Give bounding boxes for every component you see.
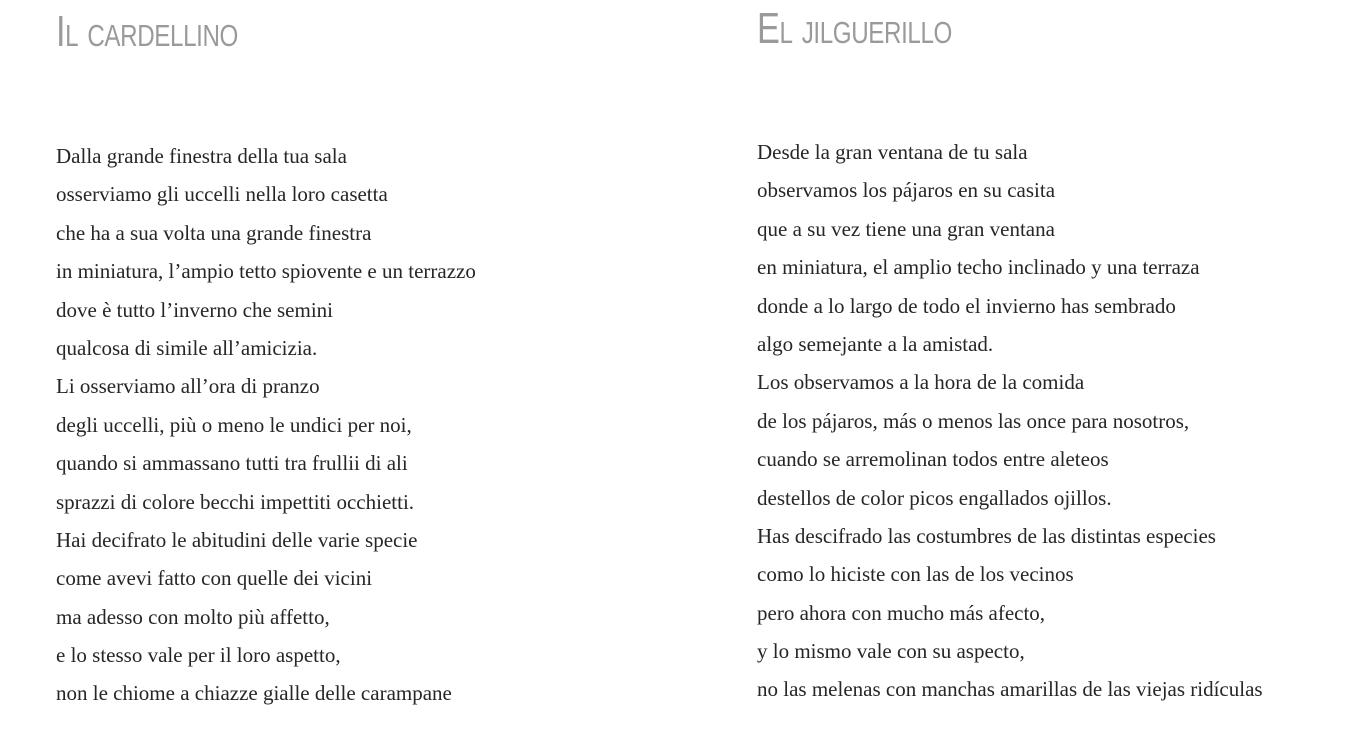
poem-line: Desde la gran ventana de tu sala bbox=[757, 140, 1028, 164]
poem-line: ma adesso con molto più affetto, bbox=[56, 604, 330, 629]
poem-line: in miniatura, l’ampio tetto spiovente e un terrazzo bbox=[56, 259, 476, 284]
poem-line: quando si ammassano tutti tra frullii di ali bbox=[56, 451, 408, 476]
poem-line: donde a lo largo de todo el invierno has sembrado bbox=[757, 293, 1176, 318]
poem-line: non le chiome a chiazze gialle delle carampane bbox=[56, 681, 452, 706]
poem-line: no las melenas con manchas amarillas de las viejas ridículas bbox=[757, 677, 1263, 702]
poem-line: algo semejante a la amistad. bbox=[757, 331, 994, 356]
poem-line: cuando se arremolinan todos entre aleteos bbox=[757, 447, 1109, 472]
poem-line: Li osserviamo all’ora di pranzo bbox=[56, 374, 320, 399]
poem-line: de los pájaros, más o menos las once para nosotros, bbox=[757, 408, 1190, 433]
poem-line: sprazzi di colore becchi impettiti occhietti. bbox=[56, 489, 415, 514]
poem-line: e lo stesso vale per il loro aspetto, bbox=[56, 643, 341, 668]
poem-line: Has descifrado las costumbres de las distintas especies bbox=[757, 523, 1216, 548]
poem-line: come avevi fatto con quelle dei vicini bbox=[56, 566, 373, 591]
poem-line: che ha a sua volta una grande finestra bbox=[56, 220, 372, 245]
poem-line: y lo mismo vale con su aspecto, bbox=[757, 639, 1025, 664]
poem-line: qualcosa di simile all’amicizia. bbox=[56, 335, 318, 360]
poem-line: destellos de color picos engallados ojillos. bbox=[757, 485, 1112, 510]
poem-line: Dalla grande finestra della tua sala bbox=[56, 144, 347, 168]
poem-line: como lo hiciste con las de los vecinos bbox=[757, 562, 1074, 587]
poem-line: pero ahora con mucho más afecto, bbox=[757, 600, 1046, 625]
italian-poem-lines bbox=[56, 142, 476, 718]
poem-line: Los observamos a la hora de la comida bbox=[757, 370, 1085, 395]
spanish-poem-lines bbox=[757, 138, 1263, 714]
poem-line: en miniatura, el amplio techo inclinado y una terraza bbox=[757, 255, 1200, 280]
poem-line: degli uccelli, più o meno le undici per noi, bbox=[56, 412, 412, 437]
italian-poem-title: Il cardellino bbox=[56, 7, 238, 56]
spanish-poem-title: El jilguerillo bbox=[757, 4, 952, 53]
poem-line: dove è tutto l’inverno che semini bbox=[56, 297, 334, 322]
poem-line: Hai decifrato le abitudini delle varie specie bbox=[56, 527, 418, 552]
poem-line: observamos los pájaros en su casita bbox=[757, 178, 1056, 203]
poem-line: que a su vez tiene una gran ventana bbox=[757, 216, 1055, 241]
poem-line: osserviamo gli uccelli nella loro casetta bbox=[56, 182, 388, 207]
